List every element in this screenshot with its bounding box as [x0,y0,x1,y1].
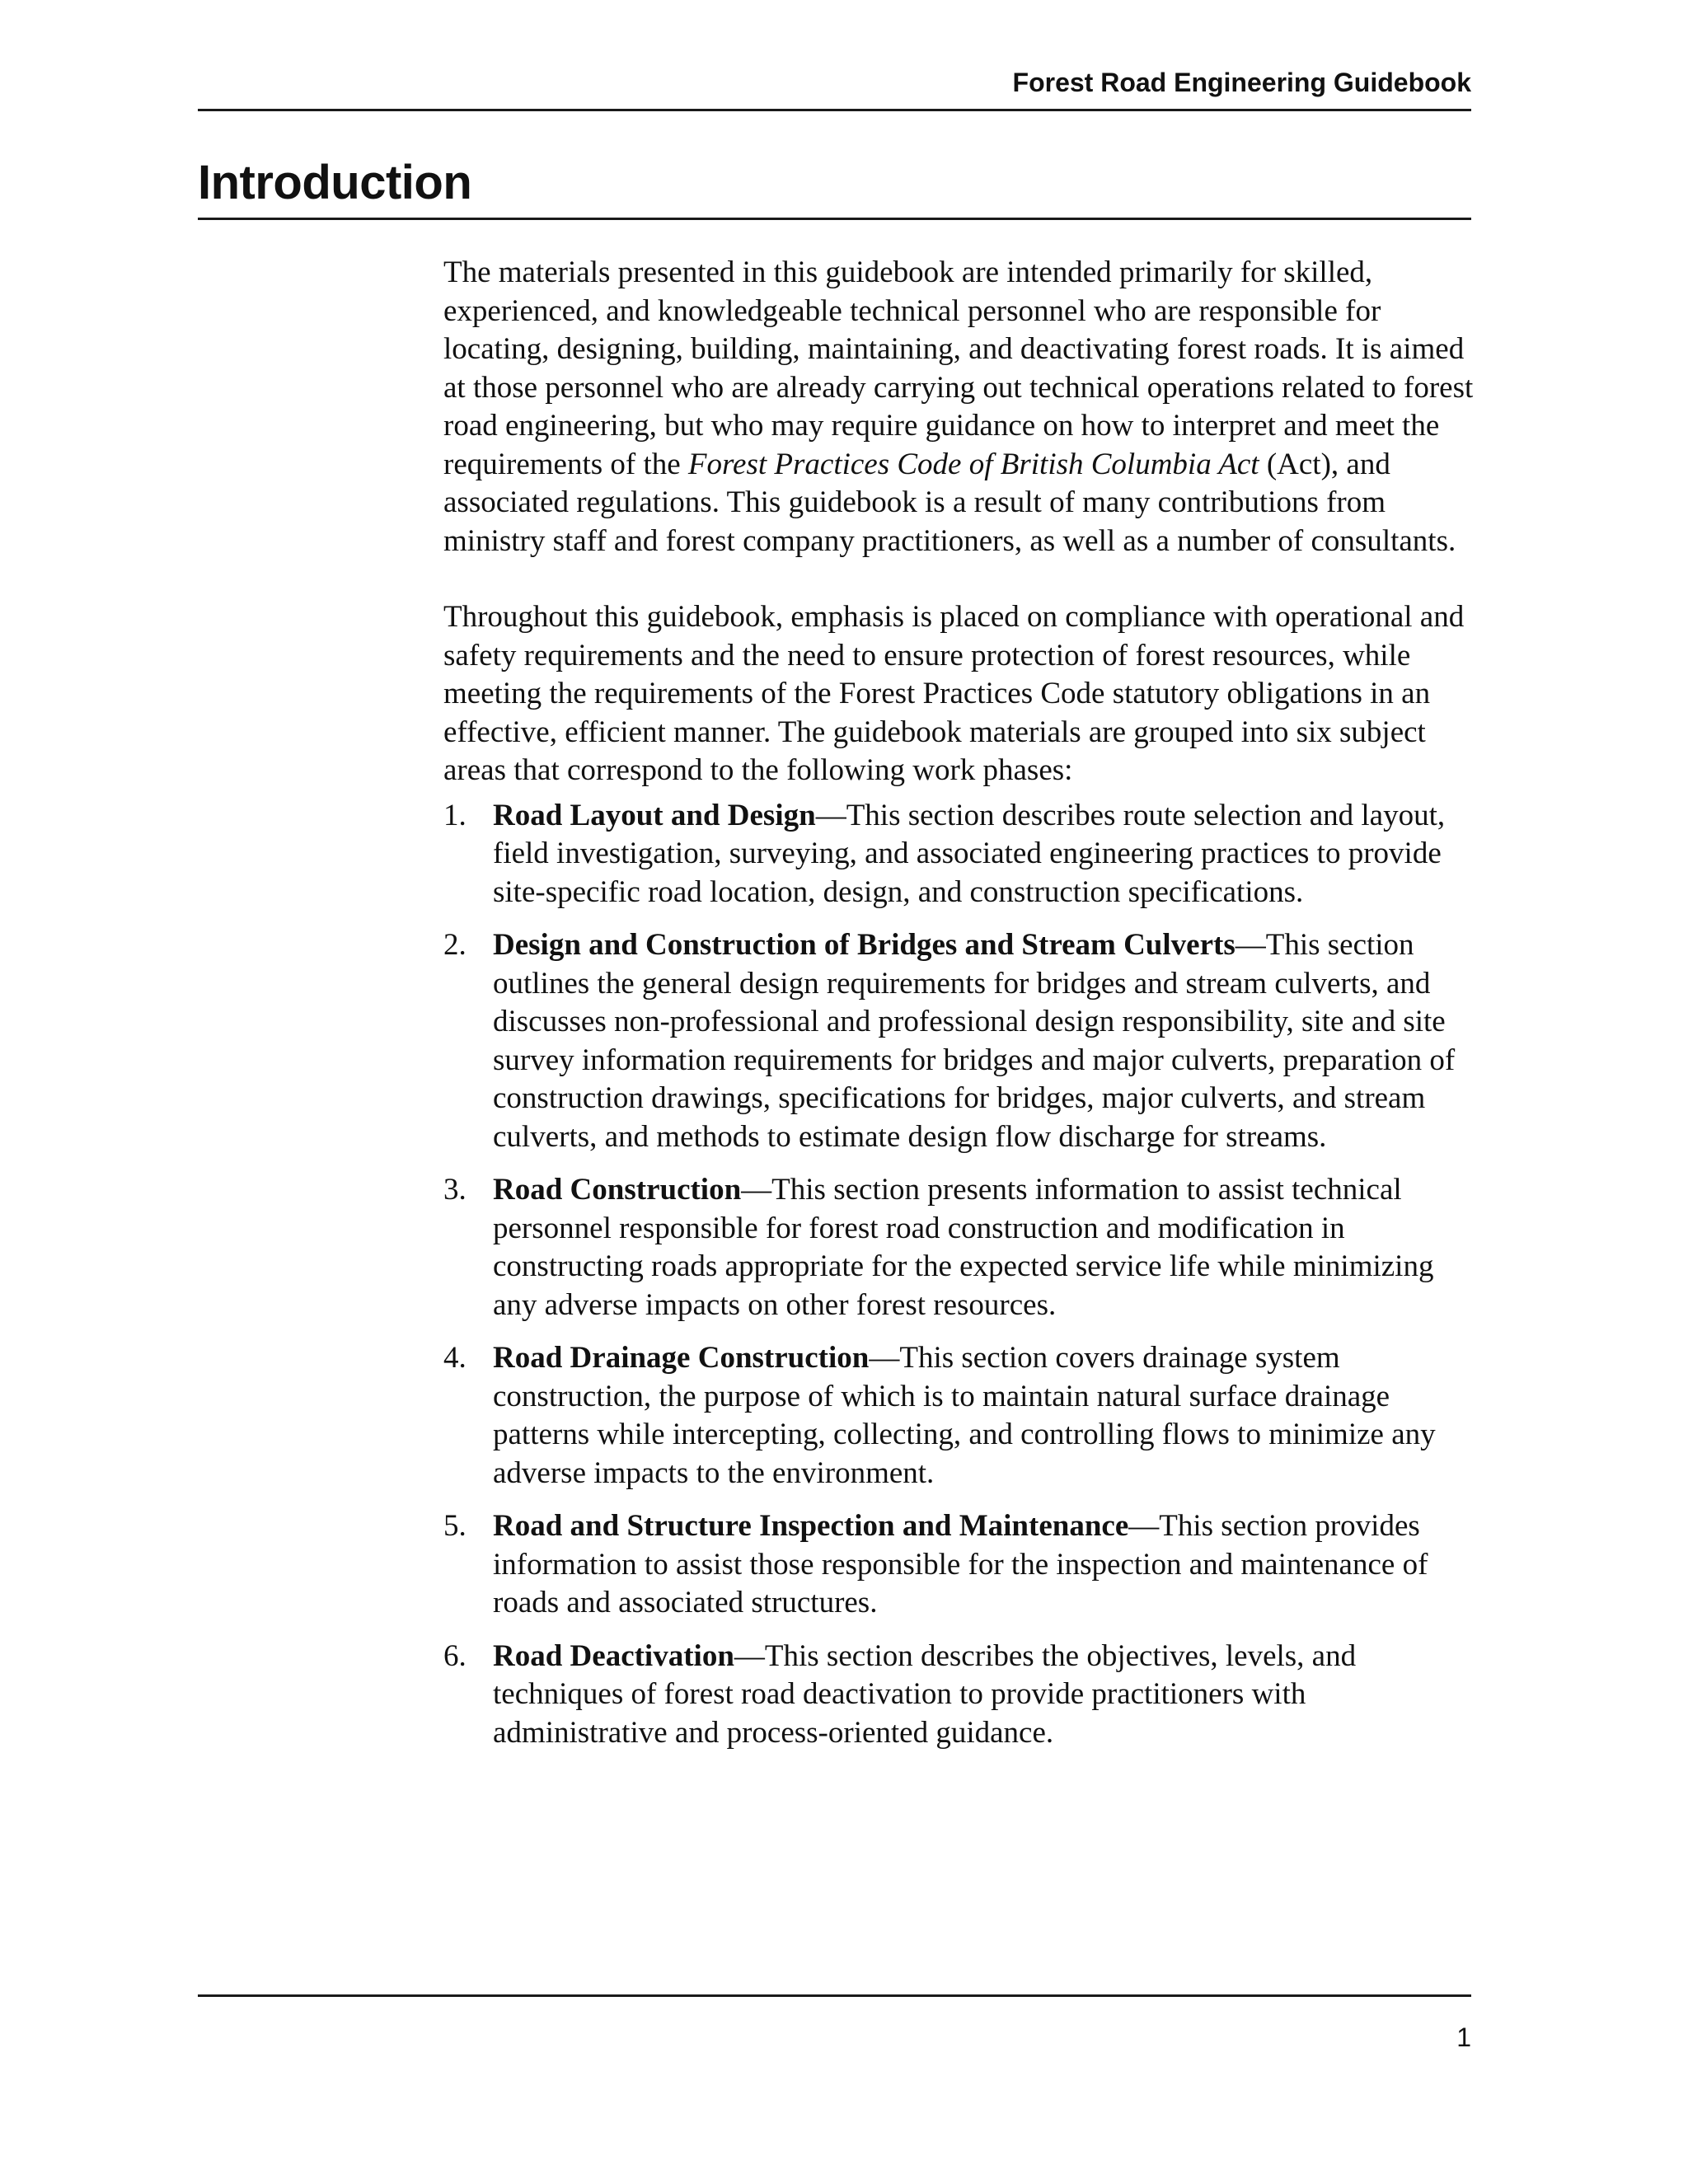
list-item [443,1339,1474,1493]
list-item-title: Road and Structure Inspection and Maintenance [493,1509,1129,1543]
list-item-number: 6. [443,1638,467,1673]
list-item-title: Road Construction [493,1173,742,1207]
list-item-title: Road Deactivation [493,1638,734,1673]
list-item-number: 3. [443,1173,467,1207]
emphasis-paragraph: Throughout this guidebook, emphasis is placed on compliance with operational and safety requirements and the need to ensure protection of forest resources, while meeting the requirements of the Forest Practices Code statutory obligations in an effective, efficient manner. The guidebook materials are grouped into six subject areas that correspond to the following work phases: [443,600,1465,787]
page-title: Introduction [198,156,472,209]
body-text [443,254,1474,1767]
list-item [443,797,1474,912]
running-header: Forest Road Engineering Guidebook [1012,68,1471,97]
list-item-number: 1. [443,798,467,832]
list-item [443,1507,1474,1623]
list-item-number: 5. [443,1509,467,1543]
page-number: 1 [1456,2022,1471,2052]
list-item-number: 2. [443,928,467,962]
list-item-text: —This section presents information to assist technical personnel responsible for forest road construction and modification in constructing roads appropriate for the expected service life while minimizing any adverse impacts on other forest resources. [493,1173,1434,1322]
intro-paragraph [443,254,1474,560]
intro-text-start: The materials presented in this guidebook are intended primarily for skilled, experienced, and knowledgeable technical personnel who are responsible for locating, designing, building, maintaining, and deactivating forest roads. It is aimed at those personnel who are already carrying out technical operations related to forest road engineering, but who may require guidance on how to interpret and meet the requirements of the [443,255,1474,481]
list-item-text: —This section provides information to assist those responsible for the inspection and maintenance of roads and associated structures. [493,1509,1428,1619]
list-item-text: —This section describes route selection and layout, field investigation, surveying, and associated engineering practices to provide site-specific road location, design, and construction specifications. [493,798,1446,909]
work-phase-list [443,797,1474,1753]
list-item-number: 4. [443,1341,467,1375]
list-item-title: Design and Construction of Bridges and Stream Culverts [493,928,1236,962]
act-title: Forest Practices Code of British Columbia Act [687,447,1259,481]
list-item-title: Road Drainage Construction [493,1341,870,1375]
intro-text-end: (Act), and associated regulations. This guidebook is a result of many contributions from ministry staff and forest company practitioners, as well as a number of consultants. [443,447,1456,558]
footer-rule [198,1994,1471,1997]
list-item-text: —This section outlines the general design requirements for bridges and stream culverts, and discusses non-professional and professional design responsibility, site and site survey information requirements for bridges and major culverts, preparation of construction drawings, specifications for bridges, major culverts, and stream culverts, and methods to estimate design flow discharge for streams. [493,928,1456,1154]
list-item-title: Road Layout and Design [493,798,816,832]
title-rule [198,218,1471,220]
list-item [443,1171,1474,1324]
list-item [443,1638,1474,1753]
header-rule [198,109,1471,111]
list-item-text: —This section describes the objectives, levels, and techniques of forest road deactivation to provide practitioners with administrative and process-oriented guidance. [493,1638,1357,1750]
list-item [443,926,1474,1156]
list-item-text: —This section covers drainage system construction, the purpose of which is to maintain natural surface drainage patterns while intercepting, collecting, and controlling flows to minimize any adverse impacts to the environment. [493,1341,1436,1490]
